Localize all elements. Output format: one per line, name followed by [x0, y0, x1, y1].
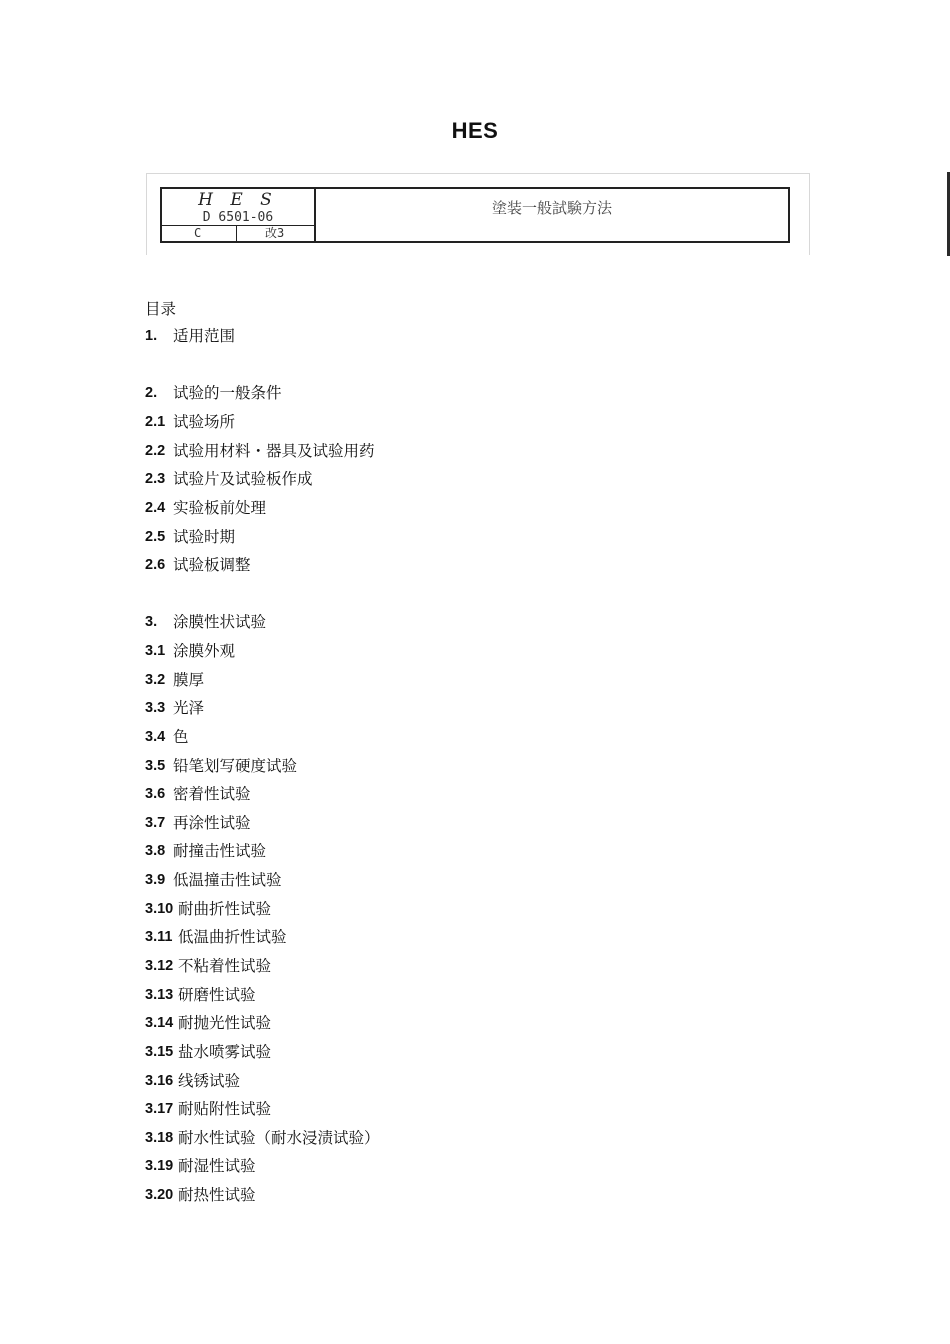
toc-number: 3.8	[145, 843, 166, 859]
header-left-cell	[162, 189, 316, 241]
toc-label: 耐水性试验（耐水浸渍试验）	[178, 1129, 380, 1147]
revision-cell: 改3	[265, 226, 285, 240]
toc-item	[145, 984, 256, 1006]
toc-label: 盐水喷雾试验	[178, 1043, 272, 1061]
toc-number: 3.14	[145, 1015, 174, 1031]
toc-item	[145, 1155, 256, 1177]
toc-label: 耐贴附性试验	[178, 1100, 272, 1118]
toc-number: 2.5	[145, 529, 166, 545]
toc-number: 3.9	[145, 872, 166, 888]
toc-label: 线锈试验	[178, 1072, 241, 1090]
toc-label: 铅笔划写硬度试验	[173, 757, 298, 775]
document-number: D 6501-06	[202, 210, 274, 225]
toc-item	[145, 411, 235, 433]
toc-label: 研磨性试验	[178, 986, 256, 1004]
toc-number: 3.13	[145, 987, 174, 1003]
toc-number: 3.19	[145, 1158, 174, 1174]
toc-number: 2.2	[145, 443, 166, 459]
toc-item	[145, 526, 235, 548]
toc-item	[145, 669, 204, 691]
toc-number: 1.	[145, 328, 158, 344]
toc-number: 2.3	[145, 471, 166, 487]
toc-item	[145, 325, 235, 347]
toc-item	[145, 955, 271, 977]
toc-number: 3.12	[145, 958, 174, 974]
toc-number: 3.11	[145, 929, 173, 945]
toc-number: 2.4	[145, 500, 166, 516]
toc-item	[145, 726, 189, 748]
toc-number: 3.1	[145, 643, 166, 659]
toc-label: 耐撞击性试验	[173, 842, 267, 860]
toc-item	[145, 812, 251, 834]
toc-item	[145, 783, 251, 805]
classification-cell: C	[162, 226, 237, 242]
toc-item	[145, 1098, 271, 1120]
toc-number: 3.16	[145, 1073, 174, 1089]
toc-number: 3.18	[145, 1130, 174, 1146]
toc-label: 低温撞击性试验	[173, 871, 282, 889]
toc-item	[145, 382, 282, 404]
document-title: 塗装一般試験方法	[491, 199, 612, 217]
toc-number: 3.	[145, 614, 158, 630]
toc-label: 试验片及试验板作成	[173, 470, 313, 488]
toc-heading: 目录	[145, 300, 177, 318]
toc-number: 3.7	[145, 815, 166, 831]
toc-number: 2.6	[145, 557, 166, 573]
toc-number: 3.10	[145, 901, 174, 917]
toc-number: 3.20	[145, 1187, 174, 1203]
toc-number: 3.15	[145, 1044, 174, 1060]
toc-label: 耐湿性试验	[178, 1157, 256, 1175]
toc-item	[145, 1041, 271, 1063]
standard-mark: H E S	[198, 190, 278, 210]
toc-number: 3.17	[145, 1101, 174, 1117]
toc-number: 3.4	[145, 729, 166, 745]
toc-number: 3.3	[145, 700, 166, 716]
toc-number: 3.6	[145, 786, 166, 802]
toc-label: 再涂性试验	[173, 814, 251, 832]
toc-number: 2.	[145, 385, 158, 401]
toc-item	[145, 1012, 271, 1034]
toc-label: 密着性试验	[173, 785, 251, 803]
toc-label: 试验板调整	[173, 556, 251, 574]
toc-label: 试验场所	[173, 413, 236, 431]
toc-number: 2.1	[145, 414, 166, 430]
toc-item	[145, 611, 266, 633]
toc-label: 涂膜性状试验	[173, 613, 267, 631]
document-header-table	[160, 187, 790, 243]
toc-label: 试验的一般条件	[173, 384, 282, 402]
toc-item	[145, 898, 271, 920]
toc-label: 耐曲折性试验	[178, 900, 272, 918]
toc-label: 试验时期	[173, 528, 236, 546]
toc-item	[145, 869, 282, 891]
toc-label: 低温曲折性试验	[178, 928, 287, 946]
toc-label: 色	[173, 728, 189, 746]
toc-label: 适用范围	[173, 327, 236, 345]
toc-label: 膜厚	[173, 671, 205, 689]
toc-item	[145, 468, 313, 490]
toc-item	[145, 1127, 380, 1149]
toc-label: 实验板前处理	[173, 499, 267, 517]
toc-item	[145, 440, 375, 462]
header-sub-row	[162, 225, 314, 242]
page-title: HES	[451, 118, 499, 143]
toc-number: 3.5	[145, 758, 166, 774]
toc-item	[145, 697, 204, 719]
toc-label: 光泽	[173, 699, 205, 717]
toc-item	[145, 1184, 256, 1206]
toc-item	[145, 755, 297, 777]
toc-label: 试验用材料・器具及试验用药	[173, 442, 375, 460]
toc-item	[145, 1070, 240, 1092]
toc-number: 3.2	[145, 672, 166, 688]
toc-item	[145, 640, 235, 662]
toc-label: 不粘着性试验	[178, 957, 272, 975]
toc-label: 耐抛光性试验	[178, 1014, 272, 1032]
toc-label: 耐热性试验	[178, 1186, 256, 1204]
toc-label: 涂膜外观	[173, 642, 236, 660]
toc-item	[145, 554, 251, 576]
toc-item	[145, 497, 266, 519]
toc-item	[145, 926, 287, 948]
toc-item	[145, 840, 266, 862]
